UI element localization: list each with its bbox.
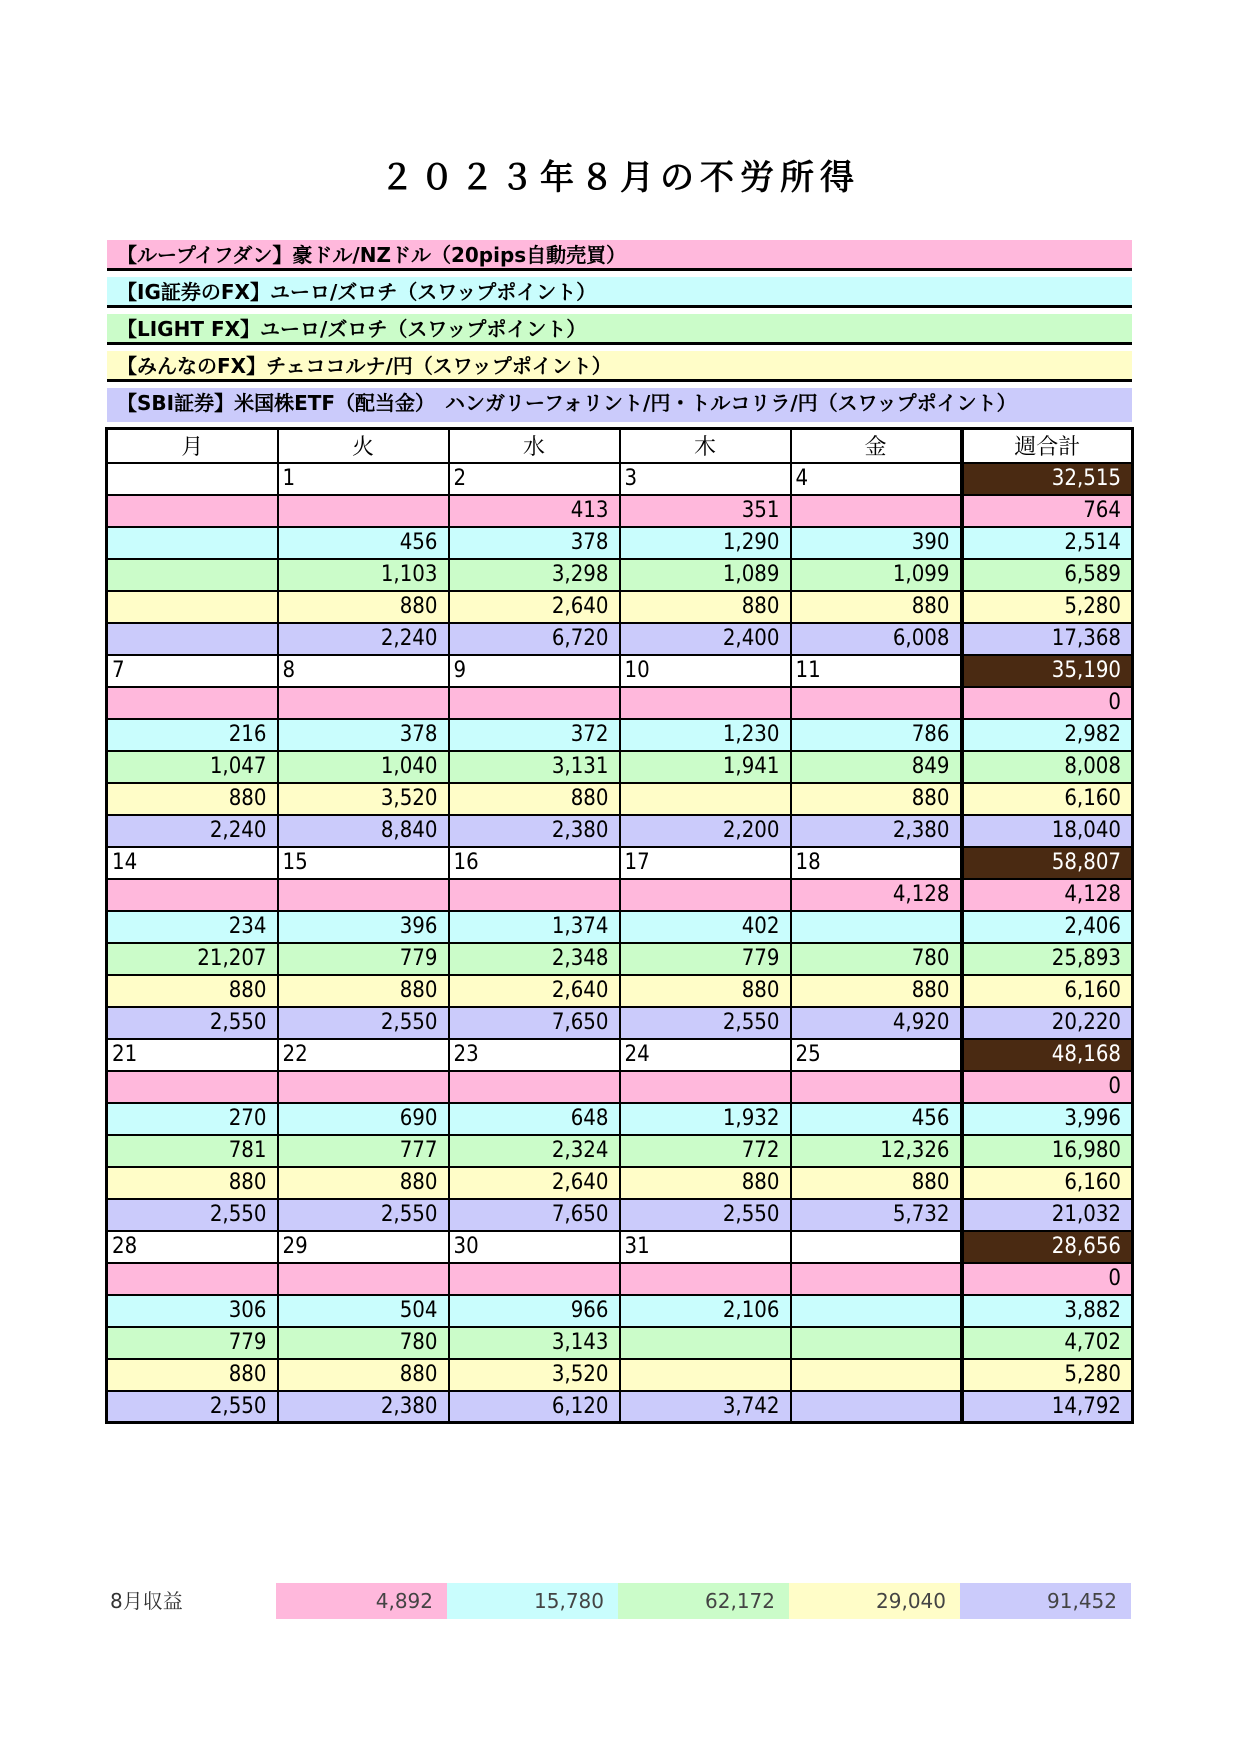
income-cell: 372 <box>449 719 620 751</box>
income-cell: 2,550 <box>278 1007 449 1039</box>
income-cell: 880 <box>620 591 791 623</box>
income-cell: 2,640 <box>449 975 620 1007</box>
income-cell: 2,380 <box>791 815 962 847</box>
day-number-cell: 4 <box>791 463 962 495</box>
income-cell <box>620 1071 791 1103</box>
week-total-cell: 0 <box>962 1263 1133 1295</box>
income-cell: 966 <box>449 1295 620 1327</box>
income-cell <box>791 911 962 943</box>
income-row-light-fx <box>107 751 1133 783</box>
week-day-row <box>107 1231 1133 1263</box>
day-number-cell: 17 <box>620 847 791 879</box>
income-row-ig-fx <box>107 527 1133 559</box>
income-row-light-fx <box>107 1135 1133 1167</box>
week-grand-total: 32,515 <box>962 463 1133 495</box>
income-cell: 2,640 <box>449 1167 620 1199</box>
income-row-minna-fx <box>107 1359 1133 1391</box>
income-row-minna-fx <box>107 1167 1133 1199</box>
week-total-cell: 3,996 <box>962 1103 1133 1135</box>
summary-light-fx: 62,172 <box>618 1583 789 1619</box>
income-row-light-fx <box>107 559 1133 591</box>
income-cell: 270 <box>107 1103 278 1135</box>
income-cell: 780 <box>791 943 962 975</box>
day-number-cell: 24 <box>620 1039 791 1071</box>
income-cell <box>278 687 449 719</box>
income-cell: 7,650 <box>449 1007 620 1039</box>
income-cell: 690 <box>278 1103 449 1135</box>
income-cell: 648 <box>449 1103 620 1135</box>
header-fri: 金 <box>791 429 962 463</box>
income-cell <box>107 1071 278 1103</box>
income-row-light-fx <box>107 1327 1133 1359</box>
income-cell: 3,520 <box>278 783 449 815</box>
income-cell: 880 <box>791 1167 962 1199</box>
income-cell: 2,200 <box>620 815 791 847</box>
income-cell: 2,550 <box>278 1199 449 1231</box>
income-cell: 772 <box>620 1135 791 1167</box>
income-cell: 3,742 <box>620 1391 791 1423</box>
day-number-cell: 16 <box>449 847 620 879</box>
income-cell <box>791 687 962 719</box>
income-cell: 21,207 <box>107 943 278 975</box>
income-cell: 777 <box>278 1135 449 1167</box>
income-cell: 1,099 <box>791 559 962 591</box>
income-row-loop-ifdone <box>107 1263 1133 1295</box>
income-cell: 3,131 <box>449 751 620 783</box>
day-number-cell: 21 <box>107 1039 278 1071</box>
income-cell <box>791 1359 962 1391</box>
legend-ig-fx: 【IG証券のFX】ユーロ/ズロチ（スワップポイント） <box>107 277 1132 308</box>
week-day-row <box>107 463 1133 495</box>
income-cell: 351 <box>620 495 791 527</box>
week-total-cell: 6,160 <box>962 1167 1133 1199</box>
header-mon: 月 <box>107 429 278 463</box>
week-grand-total: 48,168 <box>962 1039 1133 1071</box>
income-cell <box>278 879 449 911</box>
income-row-loop-ifdone <box>107 879 1133 911</box>
income-cell: 880 <box>620 975 791 1007</box>
income-cell: 880 <box>791 975 962 1007</box>
income-cell <box>278 495 449 527</box>
income-row-sbi <box>107 623 1133 655</box>
header-week-total: 週合計 <box>962 429 1133 463</box>
week-total-cell: 3,882 <box>962 1295 1133 1327</box>
income-cell: 3,520 <box>449 1359 620 1391</box>
income-cell <box>107 1263 278 1295</box>
day-number-cell: 29 <box>278 1231 449 1263</box>
income-cell: 880 <box>107 1167 278 1199</box>
income-cell: 880 <box>449 783 620 815</box>
income-cell: 2,400 <box>620 623 791 655</box>
income-cell <box>791 495 962 527</box>
legend-minna-fx: 【みんなのFX】チェココルナ/円（スワップポイント） <box>107 351 1132 382</box>
income-row-loop-ifdone <box>107 687 1133 719</box>
income-cell: 779 <box>107 1327 278 1359</box>
income-row-loop-ifdone <box>107 1071 1133 1103</box>
income-row-ig-fx <box>107 911 1133 943</box>
income-cell: 234 <box>107 911 278 943</box>
day-number-cell: 14 <box>107 847 278 879</box>
income-cell <box>107 687 278 719</box>
income-cell <box>449 687 620 719</box>
income-cell <box>791 1295 962 1327</box>
income-cell: 880 <box>107 1359 278 1391</box>
day-number-cell: 30 <box>449 1231 620 1263</box>
day-number-cell: 11 <box>791 655 962 687</box>
income-cell <box>620 1359 791 1391</box>
week-total-cell: 18,040 <box>962 815 1133 847</box>
income-cell: 504 <box>278 1295 449 1327</box>
week-total-cell: 21,032 <box>962 1199 1133 1231</box>
day-number-cell: 7 <box>107 655 278 687</box>
income-cell: 1,290 <box>620 527 791 559</box>
income-cell: 3,298 <box>449 559 620 591</box>
income-row-light-fx <box>107 943 1133 975</box>
income-cell: 880 <box>791 591 962 623</box>
income-cell <box>107 527 278 559</box>
income-cell: 216 <box>107 719 278 751</box>
legend-sbi: 【SBI証券】米国株ETF（配当金） ハンガリーフォリント/円・トルコリラ/円（スワップポイント） <box>107 388 1132 422</box>
income-cell: 378 <box>278 719 449 751</box>
income-cell: 880 <box>107 975 278 1007</box>
day-number-cell <box>791 1231 962 1263</box>
week-day-row <box>107 655 1133 687</box>
income-cell: 880 <box>278 591 449 623</box>
income-cell: 880 <box>791 783 962 815</box>
income-cell <box>791 1263 962 1295</box>
income-cell: 880 <box>278 975 449 1007</box>
income-cell: 1,103 <box>278 559 449 591</box>
income-cell: 2,640 <box>449 591 620 623</box>
income-cell: 3,143 <box>449 1327 620 1359</box>
day-number-cell: 9 <box>449 655 620 687</box>
income-cell: 779 <box>278 943 449 975</box>
week-total-cell: 2,406 <box>962 911 1133 943</box>
day-number-cell: 10 <box>620 655 791 687</box>
income-cell <box>620 879 791 911</box>
income-cell <box>791 1071 962 1103</box>
income-cell: 2,550 <box>107 1007 278 1039</box>
income-cell <box>449 879 620 911</box>
income-cell: 880 <box>278 1359 449 1391</box>
week-total-cell: 5,280 <box>962 591 1133 623</box>
income-cell <box>449 1263 620 1295</box>
income-cell: 2,380 <box>449 815 620 847</box>
week-total-cell: 25,893 <box>962 943 1133 975</box>
week-total-cell: 0 <box>962 1071 1133 1103</box>
week-day-row <box>107 1039 1133 1071</box>
income-cell <box>620 687 791 719</box>
income-cell: 2,550 <box>107 1391 278 1423</box>
income-cell: 5,732 <box>791 1199 962 1231</box>
income-cell <box>278 1263 449 1295</box>
summary-loop-ifdone: 4,892 <box>276 1583 447 1619</box>
income-cell <box>278 1071 449 1103</box>
income-cell: 6,720 <box>449 623 620 655</box>
income-cell <box>791 1327 962 1359</box>
legend-loop-ifdone: 【ループイフダン】豪ドル/NZドル（20pips自動売買） <box>107 240 1132 271</box>
income-row-minna-fx <box>107 783 1133 815</box>
header-tue: 火 <box>278 429 449 463</box>
income-cell: 378 <box>449 527 620 559</box>
page-title: ２０２３年８月の不労所得 <box>380 158 860 198</box>
week-total-cell: 20,220 <box>962 1007 1133 1039</box>
week-total-cell: 4,128 <box>962 879 1133 911</box>
week-total-cell: 14,792 <box>962 1391 1133 1423</box>
week-day-row <box>107 847 1133 879</box>
income-cell: 1,932 <box>620 1103 791 1135</box>
income-cell: 780 <box>278 1327 449 1359</box>
income-cell: 456 <box>791 1103 962 1135</box>
income-cell <box>620 783 791 815</box>
income-cell: 2,380 <box>278 1391 449 1423</box>
income-row-sbi <box>107 1007 1133 1039</box>
income-cell <box>620 1327 791 1359</box>
income-cell: 2,106 <box>620 1295 791 1327</box>
income-cell: 7,650 <box>449 1199 620 1231</box>
week-total-cell: 6,160 <box>962 975 1133 1007</box>
day-number-cell: 2 <box>449 463 620 495</box>
income-row-sbi <box>107 1199 1133 1231</box>
income-cell: 4,920 <box>791 1007 962 1039</box>
week-total-cell: 6,160 <box>962 783 1133 815</box>
day-number-cell: 1 <box>278 463 449 495</box>
week-total-cell: 6,589 <box>962 559 1133 591</box>
income-cell: 12,326 <box>791 1135 962 1167</box>
income-cell <box>449 1071 620 1103</box>
income-cell <box>107 495 278 527</box>
day-number-cell: 18 <box>791 847 962 879</box>
income-cell: 396 <box>278 911 449 943</box>
week-total-cell: 0 <box>962 687 1133 719</box>
income-row-loop-ifdone <box>107 495 1133 527</box>
income-row-ig-fx <box>107 719 1133 751</box>
income-cell: 2,240 <box>107 815 278 847</box>
income-cell: 2,550 <box>107 1199 278 1231</box>
income-cell <box>107 879 278 911</box>
income-cell: 2,550 <box>620 1007 791 1039</box>
income-cell: 4,128 <box>791 879 962 911</box>
income-row-ig-fx <box>107 1103 1133 1135</box>
week-total-cell: 5,280 <box>962 1359 1133 1391</box>
income-cell: 880 <box>620 1167 791 1199</box>
income-cell: 8,840 <box>278 815 449 847</box>
day-number-cell: 15 <box>278 847 449 879</box>
income-cell: 2,550 <box>620 1199 791 1231</box>
income-cell: 880 <box>107 783 278 815</box>
income-cell: 1,047 <box>107 751 278 783</box>
income-row-minna-fx <box>107 975 1133 1007</box>
day-number-cell: 28 <box>107 1231 278 1263</box>
income-cell <box>107 591 278 623</box>
week-total-cell: 8,008 <box>962 751 1133 783</box>
day-number-cell: 31 <box>620 1231 791 1263</box>
week-total-cell: 17,368 <box>962 623 1133 655</box>
week-total-cell: 2,982 <box>962 719 1133 751</box>
week-total-cell: 2,514 <box>962 527 1133 559</box>
income-cell: 1,089 <box>620 559 791 591</box>
summary-minna-fx: 29,040 <box>789 1583 960 1619</box>
income-cell: 849 <box>791 751 962 783</box>
income-cell: 2,324 <box>449 1135 620 1167</box>
income-cell: 6,120 <box>449 1391 620 1423</box>
week-grand-total: 58,807 <box>962 847 1133 879</box>
summary-ig-fx: 15,780 <box>447 1583 618 1619</box>
income-calendar-table <box>105 427 1134 1424</box>
income-cell: 1,374 <box>449 911 620 943</box>
summary-label: 8月収益 <box>110 1589 183 1613</box>
week-grand-total: 28,656 <box>962 1231 1133 1263</box>
income-row-ig-fx <box>107 1295 1133 1327</box>
week-total-cell: 764 <box>962 495 1133 527</box>
income-row-sbi <box>107 1391 1133 1423</box>
header-wed: 水 <box>449 429 620 463</box>
income-cell: 1,941 <box>620 751 791 783</box>
day-number-cell: 3 <box>620 463 791 495</box>
income-cell: 456 <box>278 527 449 559</box>
day-number-cell: 22 <box>278 1039 449 1071</box>
income-cell: 2,348 <box>449 943 620 975</box>
day-number-cell: 8 <box>278 655 449 687</box>
income-cell: 402 <box>620 911 791 943</box>
income-cell: 306 <box>107 1295 278 1327</box>
header-thu: 木 <box>620 429 791 463</box>
day-number-cell: 25 <box>791 1039 962 1071</box>
week-total-cell: 16,980 <box>962 1135 1133 1167</box>
monthly-summary <box>105 1583 1135 1619</box>
income-cell <box>107 623 278 655</box>
legend-light-fx: 【LIGHT FX】ユーロ/ズロチ（スワップポイント） <box>107 314 1132 345</box>
income-cell <box>791 1391 962 1423</box>
day-number-cell <box>107 463 278 495</box>
income-cell: 779 <box>620 943 791 975</box>
income-cell: 880 <box>278 1167 449 1199</box>
income-row-minna-fx <box>107 591 1133 623</box>
header-row <box>107 429 1133 463</box>
week-grand-total: 35,190 <box>962 655 1133 687</box>
income-cell <box>107 559 278 591</box>
income-row-sbi <box>107 815 1133 847</box>
summary-sbi: 91,452 <box>960 1583 1131 1619</box>
income-cell: 390 <box>791 527 962 559</box>
income-cell <box>620 1263 791 1295</box>
income-cell: 6,008 <box>791 623 962 655</box>
income-cell: 413 <box>449 495 620 527</box>
income-cell: 2,240 <box>278 623 449 655</box>
week-total-cell: 4,702 <box>962 1327 1133 1359</box>
income-cell: 1,040 <box>278 751 449 783</box>
income-cell: 1,230 <box>620 719 791 751</box>
income-cell: 781 <box>107 1135 278 1167</box>
income-cell: 786 <box>791 719 962 751</box>
day-number-cell: 23 <box>449 1039 620 1071</box>
